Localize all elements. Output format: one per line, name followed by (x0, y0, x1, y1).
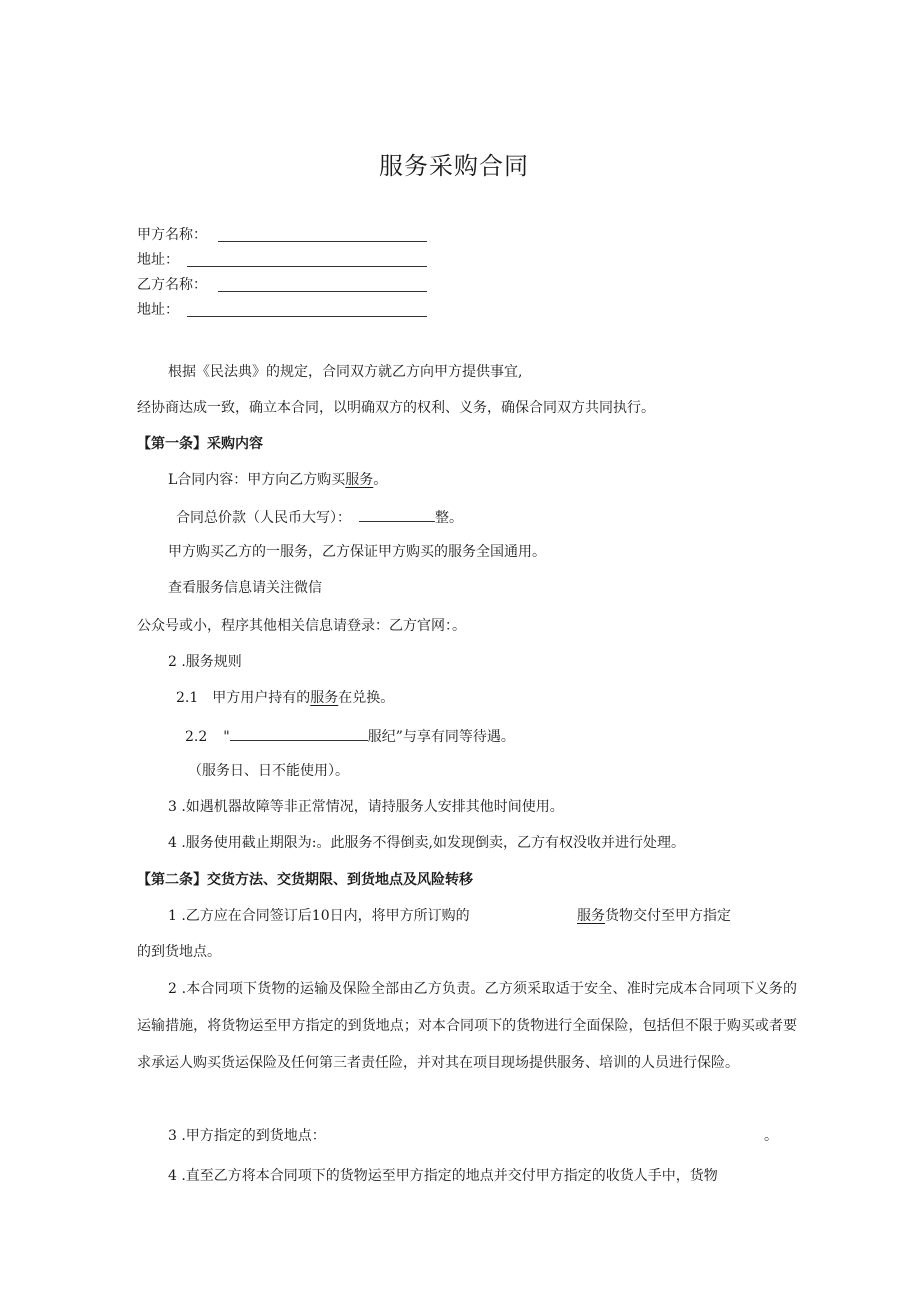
intro-line-2: 经协商达成一致，确立本合同，以明确双方的权利、义务，确保合同双方共同执行。 (137, 400, 655, 416)
article-2-item-1-service: 服务 (577, 908, 605, 924)
rule-2-1-service: 服务 (310, 690, 339, 706)
price-suffix: 整。 (435, 510, 463, 526)
article-1-item-1 (168, 471, 387, 489)
article-2-item-3-label: 3 .甲方指定的到货地点： (168, 1128, 326, 1144)
article-2-item-1-cont: 的到货地点。 (137, 944, 221, 960)
rule-2-2-blank[interactable] (230, 726, 368, 741)
party-b-name-blank[interactable] (218, 291, 427, 292)
article-1-item-4: 4 .服务使用截止期限为:。此服务不得倒卖,如发现倒卖，乙方有权没收并进行处理。 (168, 835, 685, 851)
rule-2-1-suffix: 在兑换。 (338, 690, 395, 706)
rule-2-1 (176, 689, 394, 707)
service-wechat-line: 查看服务信息请关注微信 (168, 580, 322, 596)
party-a-name-blank[interactable] (218, 241, 427, 242)
article-1-heading: 【第一条】采购内容 (137, 436, 263, 452)
rule-2-2-open-quote: " (223, 729, 230, 745)
intro-line-1: 根据《民法典》的规定，合同双方就乙方向甲方提供事宜, (168, 364, 523, 380)
rule-2-2 (185, 726, 515, 746)
price-label: 合同总价款（人民币大写）： (176, 510, 351, 526)
rules-heading: 2 .服务规则 (168, 654, 242, 670)
party-a-name-label: 甲方名称： (137, 227, 207, 243)
rule-note: （服务日、日不能使用）。 (188, 763, 349, 779)
rule-2-1-number: 2.1 (176, 690, 199, 706)
rule-2-2-number: 2.2 (185, 729, 208, 745)
article-2-item-3-end: 。 (764, 1128, 778, 1144)
article-2-item-1-suffix: 货物交付至甲方指定 (605, 908, 731, 924)
party-a-address-blank[interactable] (187, 266, 427, 267)
party-b-address-blank[interactable] (187, 316, 427, 317)
article-2-heading: 【第二条】交货方法、交货期限、到货地点及风险转移 (137, 872, 473, 888)
article-2-item-4: 4 .直至乙方将本合同项下的货物运至甲方指定的地点并交付甲方指定的收货人手中，货物 (168, 1168, 718, 1184)
service-general-line: 甲方购买乙方的一服务，乙方保证甲方购买的服务全国通用。 (168, 544, 546, 560)
rule-2-1-prefix: 甲方用户持有的 (212, 690, 311, 706)
item-1-service: 服务 (345, 472, 374, 488)
item-1-suffix: 。 (373, 472, 388, 488)
article-2-item-2: 2 .本合同项下货物的运输及保险全部由乙方负责。乙方须采取适于安全、准时完成本合同项下义务的运输措施，将货物运至甲方指定的到货地点；对本合同项下的货物进行全面保险，包括但不限于购买或者要求承运人购买货运保险及任何第三者责任险，并对其在项目现场提供服务、培训的人员进行保险。 (137, 981, 797, 1071)
page-title: 服务采购合同 (379, 152, 529, 180)
rule-2-2-suffix: 服纪”与享有同等待遇。 (367, 729, 515, 745)
contract-price-line (176, 507, 463, 527)
party-b-address-label: 地址： (137, 302, 179, 318)
item-1-prefix: L合同内容：甲方向乙方购买 (168, 472, 346, 488)
service-official-line: 公众号或小，程序其他相关信息请登录：乙方官网：。 (137, 618, 466, 634)
article-2-item-1-prefix: 1 .乙方应在合同签订后10日内，将甲方所订购的 (168, 908, 470, 924)
party-a-address-label: 地址： (137, 252, 179, 268)
price-blank[interactable] (359, 507, 435, 522)
article-2-item-1-tail (577, 907, 731, 925)
party-b-name-label: 乙方名称： (137, 277, 207, 293)
article-1-item-3: 3 .如遇机器故障等非正常情况，请持服务人安排其他时间使用。 (168, 799, 564, 815)
